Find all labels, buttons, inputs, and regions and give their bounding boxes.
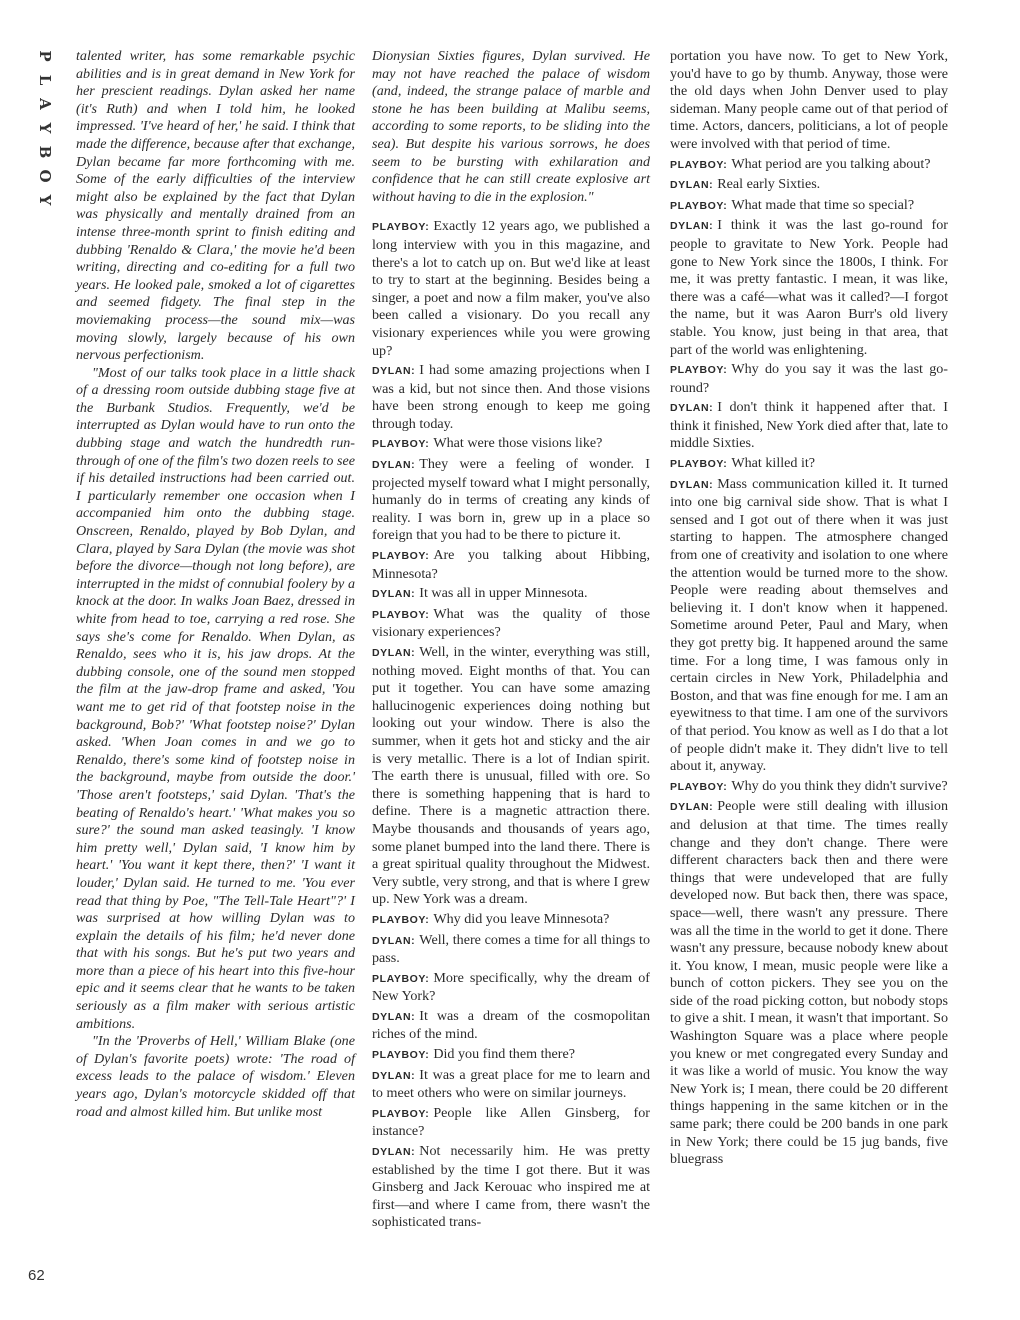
masthead-letter: Y [36,194,54,206]
speaker-text: They were a feeling of wonder. I projected myself toward what I might personally, humanly do in terms of creating any kinds of reality. I was born in, grew up in a place so foreign that you had to be there to picture it. [372,456,650,544]
masthead-letter: L [36,74,54,86]
interview-answer [372,456,650,545]
speaker-label: PLAYBOY: [670,458,728,471]
speaker-label: DYLAN: [670,179,714,192]
speaker-text: Not necessarily him. He was pretty established by the time I got there. But it was Ginsberg and Jack Kerouac who inspired me at first—and where I came from, there wasn't the sophisticated trans- [372,1143,650,1231]
speaker-label: DYLAN: [372,365,416,378]
speaker-label: DYLAN: [670,220,714,233]
interview-question [670,197,948,216]
speaker-label: DYLAN: [670,801,714,814]
speaker-label: PLAYBOY: [372,913,430,926]
speaker-label: DYLAN: [372,1010,416,1023]
interview-answer [372,362,650,433]
speaker-label: DYLAN: [372,459,416,472]
interview-question [372,218,650,360]
speaker-label: DYLAN: [372,588,416,601]
speaker-text: What period are you talking about? [731,155,931,172]
interview-question [372,435,650,454]
interview-question [372,1105,650,1141]
interview-question [670,455,948,474]
interview-answer [372,644,650,909]
interview-answer [670,399,948,453]
speaker-text: Exactly 12 years ago, we published a long interview with you in this magazine, and there's a lot to catch up on. But we'd like at least to try to start at the beginning. Besides being a singer, a poet and now a film maker, you've also been called a visionary. Do you recall any visionary experiences while you were growing up? [372,218,650,359]
speaker-label: PLAYBOY: [372,550,430,563]
speaker-label: PLAYBOY: [670,364,728,377]
speaker-text: Why do you say it was the last go-round? [670,361,948,396]
speaker-text: It was all in upper Minnesota. [419,585,588,602]
speaker-text: Mass communication killed it. It turned into one big carnival side show. That is what I sensed and I got out of there when it was just starting to happen. The atmosphere changed from one of creativity and isolation to one where the attention would be turned more to the show. People were reading about themselves and believing it. I don't know when it happened. Sometime around Peter, Paul and Mary, when they got pretty big. It happened around the same time. For a long time, I was famous only in certain circles in New York, Philadelphia and Boston, and that was fine enough for me. I am an eyewitness to that time. I am one of the survivors of that period. You know as well as I do that a lot of people didn't make it. They didn't live to tell about it, anyway. [670,475,948,775]
speaker-text: Why did you leave Minnesota? [433,910,610,927]
interview-answer [372,1143,650,1232]
column-1 [76,48,355,1121]
interview-question [670,156,948,175]
speaker-label: PLAYBOY: [670,158,728,171]
speaker-label: PLAYBOY: [372,1049,430,1062]
interview-answer [372,585,650,604]
speaker-text: Well, in the winter, everything was still, nothing moved. Eight months of that. You can put it together. You can have some amazing hallucinogenic experiences doing nothing but looking out your window. There is also the summer, when it gets hot and sticky and the air is very metallic. There is a lot of Indian spirit. The earth there is unusual, filled with ore. So there is something happening that is hard to define. There is a magnetic attraction there. Maybe thousands and thousands of years ago, some planet bumped into the land there. There is a great spiritual quality throughout the Midwest. Very subtle, very strong, and that is where I grew up. New York was a dream. [372,644,650,908]
column-2 [372,48,650,1234]
playboy-masthead [30,44,60,212]
speaker-label: DYLAN: [372,647,416,659]
intro-paragraph: talented writer, has some remarkable psychic abilities and is in great demand in New York for her prescient readings. Dylan asked her name (it's Ruth) and when I told him, he looked impressed. 'I've heard of her,' he said. I think that made the difference, because after that exchange, Dylan became far more forthcoming with me. Some of the early difficulties of the interview might also be explained by the fact that Dylan was physically and mentally drained from an intense three-month sprint to finish editing and dubbing 'Renaldo & Clara,' the movie he'd been writing, directing and co-editing for a full two years. He looked pale, smoked a lot of cigarettes and seemed fidgety. The final step in the moviemaking process—the sound mix—was moving slowly, largely because of his own nervous perfectionism. [76,48,355,364]
speaker-text: I don't think it happened after that. I think it finished, New York died after that, late to middle Sixties. [670,399,948,452]
speaker-label: DYLAN: [372,1069,416,1082]
interview-answer [670,217,948,359]
speaker-text: People like Allen Ginsberg, for instance? [372,1104,650,1140]
interview-answer [372,1008,650,1044]
speaker-label: PLAYBOY: [372,608,430,621]
speaker-text: What was the quality of those visionary experiences? [372,605,650,641]
intro-paragraph: "In the 'Proverbs of Hell,' William Blake (one of Dylan's favorite poets) wrote: 'The road of excess leads to the palace of wisdom.' Eleven years ago, Dylan's motorcycle skidded off that road and almost killed him. But unlike most [76,1033,355,1120]
speaker-text: What made that time so special? [731,196,915,213]
speaker-label: DYLAN: [670,402,714,415]
interview-question [670,361,948,397]
masthead-letter: B [36,145,54,159]
interview-answer [372,932,650,968]
speaker-label: DYLAN: [670,478,714,491]
speaker-text: Did you find them there? [433,1046,575,1063]
interview-answer [670,476,948,776]
speaker-label: PLAYBOY: [372,972,430,985]
answer-continuation: portation you have now. To get to New York, you'd have to go by thumb. Anyway, those were the old days when John Denver used to play sideman. Many people came out of that period of time. Actors, dancers, politicians, a lot of people were involved with that period of time. [670,48,948,152]
speaker-text: Are you talking about Hibbing, Minnesota? [372,547,650,582]
speaker-label: PLAYBOY: [670,780,728,793]
interview-question [372,606,650,642]
speaker-text: I had some amazing projections when I was a kid, but not since then. And those visions have been strong enough to keep me going through today. [372,362,650,432]
masthead-letter: A [36,98,54,110]
column-3 [670,48,948,1171]
speaker-text: People were still dealing with illusion and delusion at that time. The times really change and they don't change. There were different characters back then and there were things that were undeveloped that are fully developed now. But back then, there was space, space—well, there wasn't any pressure. There was all the time in the world to get it done. There wasn't any pressure, because nobody knew about it. You know, I mean, music people were like a bunch of cotton pickers. They see you on the side of the road picking cotton, but nobody stops to give a shit. I mean, it wasn't that important. So Washington Square was a place where people you knew or met congregated every Sunday and it was like a world of music. You know the way New York is; I mean, there could be 20 different things happening in the same kitchen or in the same park; there could be 200 bands in one park in New York; there could be 15 jug bands, five bluegrass [670,798,948,1168]
speaker-text: More specifically, why the dream of New York? [372,969,650,1005]
interview-answer [670,798,948,1168]
masthead-letter: P [36,50,54,62]
speaker-text: It was a dream of the cosmopolitan riches of the mind. [372,1007,650,1043]
speaker-text: It was a great place for me to learn and to meet others who were on similar journeys. [372,1066,650,1102]
interview-part-1 [372,218,650,1232]
interview-question [670,778,948,797]
speaker-text: What were those visions like? [433,435,603,452]
intro-paragraph: "Most of our talks took place in a little shack of a dressing room outside dubbing stage five at the Burbank Studios. Frequently, we'd be interrupted as Dylan would have to run onto the dubbing stage and watch the hundredth run-through of one of the film's two dozen reels to see if his detailed instructions had been carried out. I particularly remember one occasion when I accompanied him onto the dubbing stage. Onscreen, Renaldo, played by Bob Dylan, and Clara, played by Sara Dylan (the movie was shot before the divorce—though not long before), are interrupted in the midst of connubial foolery by a knock at the door. In walks Joan Baez, dressed in white from head to toe, carrying a red rose. She says she's come for Renaldo. When Dylan, as Renaldo, sees who it is, his jaw drops. At the dubbing console, one of the sound men stopped the film at the jaw-drop frame and asked, 'You want me to get rid of that footstep noise in the background, Bob?' 'What footstep noise?' Dylan asked. 'When Joan comes in and we go to Renaldo, there's some kind of footstep noise in the background, maybe from outside the door.' 'Those aren't footsteps,' said Dylan. 'That's the beating of Renaldo's heart.' 'What makes you so sure?' the sound man asked teasingly. 'I know him pretty well,' Dylan said, 'I know him by heart.' 'You want it kept there, then?' 'I want it louder,' Dylan said. He turned to me. 'You ever read that thing by Poe, "The Tell-Tale Heart"?' I was surprised at how willing Dylan was to explain the details of his film; he'd never done that with his songs. But he's put two years and more than a piece of his heart into this five-hour epic and it seems clear that he wants to be taken seriously as a film maker with serious artistic ambitions. [76,364,355,1032]
speaker-text: Why do you think they didn't survive? [731,777,948,794]
speaker-text: What killed it? [731,455,816,472]
speaker-label: DYLAN: [372,934,416,947]
masthead-letter: O [36,169,54,183]
interview-question [372,911,650,930]
interview-part-2 [670,156,948,1169]
speaker-text: I think it was the last go-round for people to gravitate to New York. People had gone to New York since the 1800s, I think. For me, it was pretty fantastic. I mean, it was like, there was a café—what was it called?—I forgot the name, but it was Aaron Burr's old livery stable. You know, just being in that area, that part of the world was enlightening. [670,217,948,358]
speaker-label: PLAYBOY: [372,1107,430,1120]
page-number: 62 [28,1267,45,1284]
interview-answer [372,1067,650,1103]
intro-conclusion: Dionysian Sixties figures, Dylan survived. He may not have reached the palace of wisdom (and, indeed, the strange palace of marble and stone he has been building at Malibu seems, according to some reports, to be sliding into the sea). But despite his various sorrows, he does seem to be bursting with exhilaration and confidence that he can still create explosive art without having to die in the explosion." [372,48,650,205]
speaker-label: PLAYBOY: [670,199,728,212]
speaker-label: PLAYBOY: [372,221,430,234]
interview-question [372,1046,650,1065]
speaker-text: Real early Sixties. [717,176,821,193]
interview-question [372,970,650,1006]
speaker-label: DYLAN: [372,1146,416,1159]
interview-question [372,547,650,583]
speaker-label: PLAYBOY: [372,438,430,451]
interview-answer [670,176,948,195]
speaker-text: Well, there comes a time for all things to pass. [372,931,650,967]
masthead-letter: Y [36,122,54,134]
